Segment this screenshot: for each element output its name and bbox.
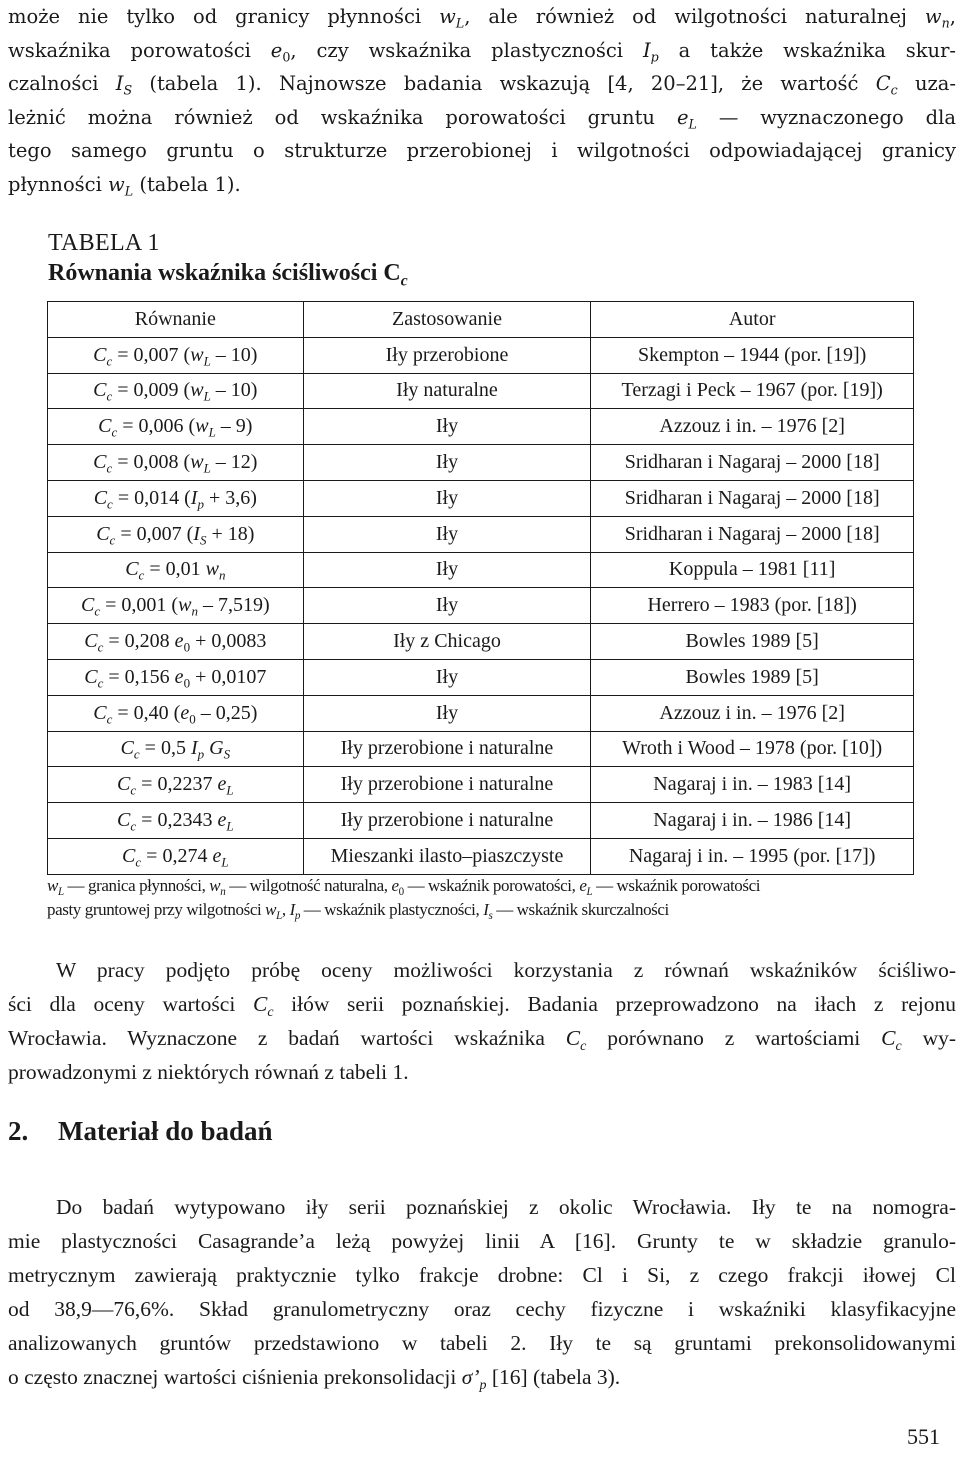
cell-application: Iły naturalne	[303, 373, 591, 409]
body1-line-4: prowadzonymi z niektórych równań z tabeli 1.	[8, 1060, 409, 1084]
equations-table	[47, 301, 914, 875]
table-row	[48, 731, 914, 767]
cell-equation: $C_c = 0,001$ $(w_n - 7,519)$	[48, 588, 304, 624]
table-label: TABELA 1	[48, 230, 160, 256]
cell-application: Iły	[303, 588, 591, 624]
cell-author: Sridharan i Nagaraj – 2000 [18]	[591, 445, 914, 481]
table-header-row	[48, 302, 914, 338]
table-row	[48, 659, 914, 695]
intro-line-2: wskaźnika porowatości $e_0$, czy wskaźnika plastyczności $I_p$ a także wskaźnika skur-	[8, 38, 957, 64]
cell-equation: $C_c = 0,40$ $(e_0 - 0,25)$	[48, 695, 304, 731]
cell-application: Iły	[303, 445, 591, 481]
body2-line-4: od 38,9—76,6%. Skład granulometryczny oraz cechy fizyczne i wskaźniki klasyfikacyjne	[8, 1297, 956, 1321]
table-row	[48, 695, 914, 731]
cell-author: Skempton – 1944 (por. [19])	[591, 337, 914, 373]
cell-author: Wroth i Wood – 1978 (por. [10])	[591, 731, 914, 767]
cell-author: Terzagi i Peck – 1967 (por. [19])	[591, 373, 914, 409]
body-paragraph-2	[8, 1190, 956, 1394]
cell-author: Nagaraj i in. – 1983 [14]	[591, 767, 914, 803]
cell-author: Azzouz i in. – 1976 [2]	[591, 409, 914, 445]
section-number: 2.	[8, 1116, 29, 1146]
cell-application: Iły	[303, 409, 591, 445]
cell-equation: $C_c = 0,01$ $w_n$	[48, 552, 304, 588]
table-row	[48, 552, 914, 588]
cell-application: Iły	[303, 480, 591, 516]
footnote-line-1: $w_L$ — granica płynności, $w_n$ — wilgotność naturalna, $e_0$ — wskaźnik porowatości, $e_L$ — wskaźnik porowatości	[47, 876, 761, 898]
cell-equation: $C_c = 0,006$ $(w_L - 9)$	[48, 409, 304, 445]
cell-equation: $C_c = 0,5$ $I_p$ $G_S$	[48, 731, 304, 767]
cell-application: Iły przerobione i naturalne	[303, 803, 591, 839]
table-row	[48, 373, 914, 409]
table-row	[48, 445, 914, 481]
body1-line-2: ści dla oceny wartości $C_c$ iłów serii poznańskiej. Badania przeprowadzono na iłach z rejonu	[8, 992, 957, 1020]
table-footnote	[47, 874, 927, 922]
cell-application: Iły przerobione	[303, 337, 591, 373]
cell-author: Azzouz i in. – 1976 [2]	[591, 695, 914, 731]
cell-application: Iły przerobione i naturalne	[303, 731, 591, 767]
body2-line-1: Do badań wytypowano iły serii poznańskiej z okolic Wrocławia. Iły te na nomogra-	[56, 1195, 956, 1219]
cell-equation: $C_c = 0,014$ $(I_p + 3,6)$	[48, 480, 304, 516]
body2-line-3: metrycznym zawierają praktycznie tylko frakcje drobne: Cl i Si, z czego frakcji iłowej Cl	[8, 1263, 956, 1287]
cell-equation: $C_c = 0,009$ $(w_L - 10)$	[48, 373, 304, 409]
header-application: Zastosowanie	[303, 302, 591, 338]
section-title: Materiał do badań	[58, 1116, 273, 1146]
table-row	[48, 480, 914, 516]
cell-equation: $C_c = 0,2343$ $e_L$	[48, 803, 304, 839]
table-row	[48, 803, 914, 839]
cell-application: Iły z Chicago	[303, 624, 591, 660]
table-body	[48, 337, 914, 874]
cell-author: Bowles 1989 [5]	[591, 659, 914, 695]
cell-author: Bowles 1989 [5]	[591, 624, 914, 660]
cell-application: Iły przerobione i naturalne	[303, 767, 591, 803]
cell-author: Koppula – 1981 [11]	[591, 552, 914, 588]
intro-paragraph	[8, 0, 956, 201]
table-row	[48, 588, 914, 624]
intro-line-5: tego samego gruntu o strukturze przerobionej i wilgotności odpowiadającej granicy	[8, 139, 956, 162]
intro-line-4: leżnić można również od wskaźnika porowatości gruntu $e_L$ — wyznaczonego dla	[8, 105, 956, 131]
table-title: Równania wskaźnika ściśliwości $C_c$	[48, 260, 408, 290]
intro-line-6: płynności $w_L$ (tabela 1).	[8, 172, 241, 198]
header-equation: Równanie	[48, 302, 304, 338]
intro-line-1: może nie tylko od granicy płynności $w_L$, ale również od wilgotności naturalnej $w_n$,	[8, 5, 956, 31]
cell-equation: $C_c = 0,2237$ $e_L$	[48, 767, 304, 803]
body2-line-5: analizowanych gruntów przedstawiono w tabeli 2. Iły te są gruntami prekonsolidowanymi	[8, 1331, 956, 1355]
footnote-line-2: pasty gruntowej przy wilgotności $w_L$, $I_p$ — wskaźnik plastyczności, $I_s$ — wskaźnik skurczalności	[47, 900, 669, 922]
body-paragraph-1	[8, 953, 956, 1089]
table-row	[48, 337, 914, 373]
table-row	[48, 767, 914, 803]
body1-line-1: W pracy podjęto próbę oceny możliwości korzystania z równań wskaźników ściśliwo-	[56, 958, 956, 982]
cell-equation: $C_c = 0,007$ $(I_S + 18)$	[48, 516, 304, 552]
cell-author: Nagaraj i in. – 1986 [14]	[591, 803, 914, 839]
cell-application: Iły	[303, 516, 591, 552]
cell-author: Herrero – 1983 (por. [18])	[591, 588, 914, 624]
cell-equation: $C_c = 0,008$ $(w_L - 12)$	[48, 445, 304, 481]
cell-application: Iły	[303, 552, 591, 588]
cell-application: Mieszanki ilasto–piaszczyste	[303, 838, 591, 874]
table-row	[48, 624, 914, 660]
cell-application: Iły	[303, 695, 591, 731]
body2-line-2: mie plastyczności Casagrande’a leżą powyżej linii A [16]. Grunty te w składzie granulo-	[8, 1229, 956, 1253]
cell-author: Sridharan i Nagaraj – 2000 [18]	[591, 516, 914, 552]
page-number: 551	[907, 1424, 940, 1449]
section-heading	[8, 1116, 273, 1147]
cell-author: Sridharan i Nagaraj – 2000 [18]	[591, 480, 914, 516]
cell-equation: $C_c = 0,007$ $(w_L - 10)$	[48, 337, 304, 373]
table-row	[48, 409, 914, 445]
cell-equation: $C_c = 0,274$ $e_L$	[48, 838, 304, 874]
cell-author: Nagaraj i in. – 1995 (por. [17])	[591, 838, 914, 874]
cell-application: Iły	[303, 659, 591, 695]
header-author: Autor	[591, 302, 914, 338]
table-row	[48, 516, 914, 552]
cell-equation: $C_c = 0,208$ $e_0 + 0,0083$	[48, 624, 304, 660]
table-row	[48, 838, 914, 874]
body2-line-6: o często znacznej wartości ciśnienia prekonsolidacji $\sigma’_p$ [16] (tabela 3).	[8, 1365, 621, 1393]
intro-line-3: czalności $I_S$ (tabela 1). Najnowsze badania wskazują [4, 20–21], że wartość $C_c$ uza-	[8, 72, 956, 98]
body1-line-3: Wrocławia. Wyznaczone z badań wartości wskaźnika $C_c$ porównano z wartościami $C_c$ wy-	[8, 1026, 957, 1054]
cell-equation: $C_c = 0,156$ $e_0 + 0,0107$	[48, 659, 304, 695]
